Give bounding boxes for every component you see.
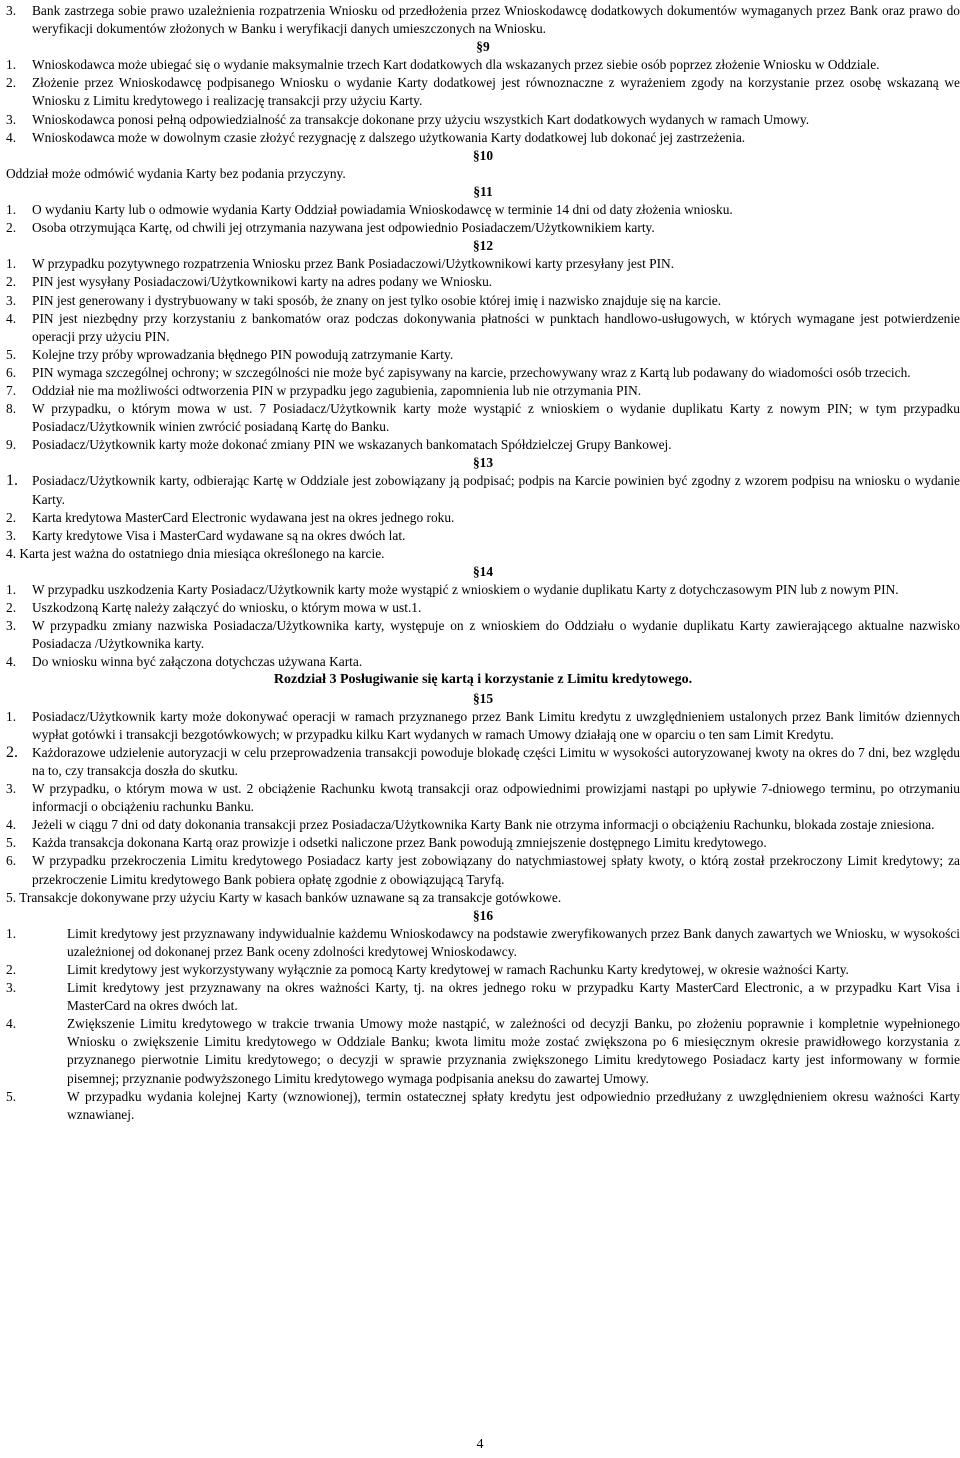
numbered-paragraph (6, 346, 960, 364)
paragraph-text: Każda transakcja dokonana Kartą oraz prowizje i odsetki naliczone przez Bank powodują zmniejszenie dostępnego Limitu kredytowego. (32, 835, 767, 851)
paragraph-number: 3. (6, 618, 17, 634)
paragraph-text: Do wniosku winna być załączona dotychczas używana Karta. (32, 654, 363, 670)
numbered-paragraph (6, 509, 960, 527)
numbered-paragraph (6, 255, 960, 273)
section-heading: §12 (472, 238, 494, 254)
numbered-paragraph (6, 201, 960, 219)
paragraph-number: 1. (6, 256, 17, 272)
paragraph-number: 1. (6, 57, 17, 73)
numbered-paragraph (6, 129, 960, 147)
numbered-paragraph (6, 364, 960, 382)
section-heading: §10 (472, 147, 494, 163)
paragraph-number: 6. (6, 364, 17, 380)
paragraph-number: 4. (6, 1016, 17, 1032)
paragraph-text: Wnioskodawca ponosi pełną odpowiedzialność za transakcje dokonane przy użyciu wszystkich Kart dodatkowych wydanych w ramach Umowy. (32, 111, 810, 127)
paragraph-text: Bank zastrzega sobie prawo uzależnienia rozpatrzenia Wniosku od przedłożenia przez Wnioskodawcę dodatkowych dokumentów wymaganych przez Bank oraz prawo do weryfikacji dokumentów złożonych w Banku i weryfikacji danych umieszczonych na Wniosku. (32, 3, 960, 37)
paragraph-number: 9. (6, 437, 17, 453)
paragraph-text: Oddział nie ma możliwości odtworzenia PIN w przypadku jego zagubienia, zapomnienia lub nie otrzymania PIN. (32, 382, 642, 398)
numbered-paragraph (6, 472, 960, 508)
numbered-paragraph (6, 527, 960, 545)
paragraph-number: 4. (6, 129, 17, 145)
numbered-paragraph (6, 1088, 960, 1124)
paragraph-text: Uszkodzoną Kartę należy załączyć do wniosku, o którym mowa w ust.1. (32, 600, 422, 616)
paragraph-number: 5. (6, 346, 17, 362)
paragraph-text: Karta kredytowa MasterCard Electronic wydawana jest na okres jednego roku. (32, 509, 455, 525)
numbered-paragraph (6, 111, 960, 129)
paragraph-text: W przypadku pozytywnego rozpatrzenia Wniosku przez Bank Posiadaczowi/Użytkownikowi karty przesyłany jest PIN. (32, 256, 675, 272)
paragraph-text: W przypadku wydania kolejnej Karty (wznowionej), termin ostatecznej spłaty kredytu jest odpowiednio przedłużany z uwzględnieniem okresu ważności Karty wznawianej. (67, 1088, 960, 1122)
paragraph-number: 3. (6, 292, 17, 308)
paragraph-text: PIN jest niezbędny przy korzystaniu z bankomatów oraz podczas dokonywania płatności w punktach handlowo-usługowych, w których wymagane jest potwierdzenie operacji przy użyciu PIN. (32, 310, 960, 344)
paragraph-number: 1. (6, 472, 18, 490)
paragraph-text: Wnioskodawca może w dowolnym czasie złożyć rezygnację z dalszego użytkowania Karty dodatkowej lub dokonać jej zastrzeżenia. (32, 129, 746, 145)
paragraph-number: 8. (6, 401, 17, 417)
paragraph-text: Karta jest ważna do ostatniego dnia miesiąca określonego na karcie. (19, 545, 385, 561)
paragraph-number: 2. (6, 75, 17, 91)
section-heading: §11 (473, 183, 493, 199)
page-number: 4 (476, 1437, 484, 1452)
paragraph-text: W przypadku zmiany nazwiska Posiadacza/Użytkownika karty, występuje on z wnioskiem do Oddziału o wydanie duplikatu Karty zawierającego aktualne nazwisko Posiadacza /Użytkownika karty. (32, 618, 960, 652)
numbered-paragraph (6, 74, 960, 110)
numbered-paragraph (6, 382, 960, 400)
paragraph-number: 3. (6, 111, 17, 127)
numbered-paragraph (6, 852, 960, 888)
paragraph-text: Posiadacz/Użytkownik karty, odbierając Kartę w Oddziale jest zobowiązany ją podpisać; podpis na Karcie powinien być zgodny z wzorem podpisu na wniosku o wydanie Karty. (32, 473, 960, 507)
numbered-paragraph (6, 273, 960, 291)
numbered-paragraph (6, 653, 960, 671)
paragraph-text: Osoba otrzymująca Kartę, od chwili jej otrzymania nazywana jest odpowiednio Posiadaczem/Użytkownikiem karty. (32, 220, 655, 236)
paragraph-text: Wnioskodawca może ubiegać się o wydanie maksymalnie trzech Kart dodatkowych dla wskazanych przez siebie osób poprzez złożenie Wniosku w Oddziale. (32, 57, 880, 73)
paragraph-text: Transakcje dokonywane przy użyciu Karty w kasach banków uznawane są za transakcje gotówkowe. (19, 889, 562, 905)
paragraph-text: W przypadku przekroczenia Limitu kredytowego Posiadacz karty jest zobowiązany do natychmiastowej spłaty kwoty, o którą został przekroczony Limit kredytowy; za przekroczenie Limitu kredytowego Bank pobiera opłatę zgodnie z obowiązującą Taryfą. (32, 853, 960, 887)
numbered-paragraph (6, 708, 960, 744)
paragraph-text: W przypadku, o którym mowa w ust. 7 Posiadacz/Użytkownik karty może wystąpić z wnioskiem o wydanie duplikatu Karty z nowym PIN; w tym przypadku Posiadacz/Użytkownik winien zwrócić posiadaną Kartę do Banku. (32, 401, 960, 435)
numbered-paragraph (6, 599, 960, 617)
paragraph-text: Karty kredytowe Visa i MasterCard wydawane są na okres dwóch lat. (32, 527, 406, 543)
numbered-paragraph (6, 961, 960, 979)
section-heading: §14 (472, 563, 494, 579)
numbered-paragraph (6, 310, 960, 346)
section-heading: §13 (472, 455, 494, 471)
paragraph-number: 4. (6, 817, 17, 833)
numbered-paragraph (6, 925, 960, 961)
chapter-heading: Rozdział 3 Posługiwanie się kartą i korzystanie z Limitu kredytowego. (273, 672, 693, 688)
numbered-paragraph (6, 834, 960, 852)
paragraph-number: 1. (6, 708, 17, 724)
paragraph-text: Posiadacz/Użytkownik karty może dokonywać operacji w ramach przyznanego przez Bank Limitu kredytu z uwzględnieniem ustalonych przez Bank limitów dziennych wypłat gotówki i transakcji bezgotówkowych; w przypadku kilku Kart wydanych w ramach Umowy działają one w oparciu o ten sam Limit Kredytu. (32, 708, 960, 742)
numbered-paragraph (6, 292, 960, 310)
paragraph-text: Limit kredytowy jest wykorzystywany wyłącznie za pomocą Karty kredytowej w ramach Rachunku Karty kredytowej, w okresie ważności Karty. (67, 961, 849, 977)
numbered-paragraph (6, 816, 960, 834)
paragraph-number: 1. (6, 202, 17, 218)
paragraph-number: 2. (6, 600, 17, 616)
numbered-paragraph (6, 56, 960, 74)
paragraph-number: 7. (6, 382, 17, 398)
paragraph-text: PIN jest wysyłany Posiadaczowi/Użytkownikowi karty na adres podany we Wniosku. (32, 274, 493, 290)
paragraph-text: PIN wymaga szczególnej ochrony; w szczególności nie może być zapisywany na karcie, przechowywany wraz z Kartą lub podawany do wiadomości osób trzecich. (32, 364, 911, 380)
paragraph-number: 2. (6, 274, 17, 290)
paragraph-text: W przypadku uszkodzenia Karty Posiadacz/Użytkownik karty może wystąpić z wnioskiem o wydanie duplikatu Karty z dotychczasowym PIN lub z nowym PIN. (32, 582, 899, 597)
paragraph-number: 3. (6, 527, 17, 543)
paragraph (6, 165, 960, 183)
paragraph-text: Kolejne trzy próby wprowadzania błędnego PIN powodują zatrzymanie Karty. (32, 346, 454, 362)
paragraph-number: 1. (6, 582, 17, 597)
numbered-paragraph (6, 744, 960, 780)
paragraph-number: 2. (6, 961, 17, 977)
numbered-paragraph (6, 2, 960, 38)
paragraph-number: 4. (6, 310, 17, 326)
document-body (6, 2, 960, 1124)
section-heading: §16 (472, 907, 494, 923)
numbered-paragraph (6, 617, 960, 653)
paragraph-text: Posiadacz/Użytkownik karty może dokonać zmiany PIN we wskazanych bankomatach Spółdzielczej Grupy Bankowej. (32, 437, 672, 453)
numbered-paragraph (6, 581, 960, 599)
paragraph-number: 4. (6, 654, 17, 670)
paragraph (6, 545, 960, 563)
paragraph-text: Oddział może odmówić wydania Karty bez podania przyczyny. (6, 165, 346, 181)
section-heading: §15 (472, 690, 494, 706)
numbered-paragraph (6, 219, 960, 237)
numbered-paragraph (6, 400, 960, 436)
paragraph-number: 1. (6, 925, 17, 941)
paragraph-number: 3. (6, 3, 17, 18)
paragraph-text: O wydaniu Karty lub o odmowie wydania Karty Oddział powiadamia Wnioskodawcę w terminie 14 dni od daty złożenia wniosku. (32, 202, 733, 218)
numbered-paragraph (6, 1015, 960, 1087)
paragraph-text: Złożenie przez Wnioskodawcę podpisanego Wniosku o wydanie Karty dodatkowej jest równoznaczne z wyrażeniem zgody na korzystanie przez osobę wskazaną we Wniosku z Limitu kredytowego i realizację transakcji przy użyciu Karty. (32, 75, 960, 109)
paragraph-number: 3. (6, 980, 17, 996)
paragraph-number: 6. (6, 853, 17, 869)
paragraph-text: Każdorazowe udzielenie autoryzacji w celu przeprowadzenia transakcji powoduje blokadę części Limitu w wysokości autoryzowanej kwoty na okres do 7 dni, bez względu na to, czy transakcja doszła do skutku. (32, 744, 960, 778)
numbered-paragraph (6, 979, 960, 1015)
numbered-paragraph (6, 780, 960, 816)
paragraph-text: Jeżeli w ciągu 7 dni od daty dokonania transakcji przez Posiadacza/Użytkownika Karty Bank nie otrzyma informacji o obciążeniu Rachunku, blokada zostaje zniesiona. (32, 817, 935, 833)
paragraph-text: PIN jest generowany i dystrybuowany w taki sposób, że znany on jest tylko osobie której imię i nazwisko znajduje się na karcie. (32, 292, 722, 308)
paragraph-number: 4. (6, 545, 17, 561)
paragraph-number: 2. (6, 220, 17, 236)
numbered-paragraph (6, 436, 960, 454)
paragraph-text: Limit kredytowy jest przyznawany na okres ważności Karty, tj. na okres jednego roku w przypadku Karty MasterCard Electronic, a w przypadku Kart Visa i MasterCard na okres dwóch lat. (67, 980, 960, 1014)
paragraph-text: W przypadku, o którym mowa w ust. 2 obciążenie Rachunku kwotą transakcji oraz odpowiednimi prowizjami nastąpi po upływie 7-dniowego terminu, po otrzymaniu informacji o obciążeniu rachunku Banku. (32, 781, 960, 815)
paragraph-text: Zwiększenie Limitu kredytowego w trakcie trwania Umowy może nastąpić, w zależności od decyzji Banku, po złożeniu poprawnie i kompletnie wypełnionego Wniosku o zwiększenie Limitu kredytowego w Oddziale Banku; kwota limitu może zostać zwiększona po 6 miesięcznym okresie prawidłowego korzystania z przyznanego pierwotnie Limitu kredytowego; o decyzji w sprawie przyznania zwiększonego Limitu kredytowego Posiadacz karty jest informowany w formie pisemnej; przyznanie podwyższonego Limitu kredytowego wymaga podpisania aneksu do zawartej Umowy. (67, 1016, 960, 1086)
paragraph-number: 5. (6, 1088, 17, 1104)
paragraph-number: 3. (6, 781, 17, 797)
paragraph-number: 5. (6, 835, 17, 851)
paragraph (6, 889, 960, 907)
paragraph-number: 2. (6, 743, 18, 761)
paragraph-number: 5. (6, 889, 17, 905)
paragraph-number: 2. (6, 509, 17, 525)
paragraph-text: Limit kredytowy jest przyznawany indywidualnie każdemu Wnioskodawcy na podstawie zweryfikowanych przez Bank danych zawartych we Wniosku, w wysokości uzależnionej od dokonanej przez Bank oceny zdolności kredytowej Wnioskodawcy. (67, 925, 960, 959)
section-heading: §9 (476, 39, 490, 55)
